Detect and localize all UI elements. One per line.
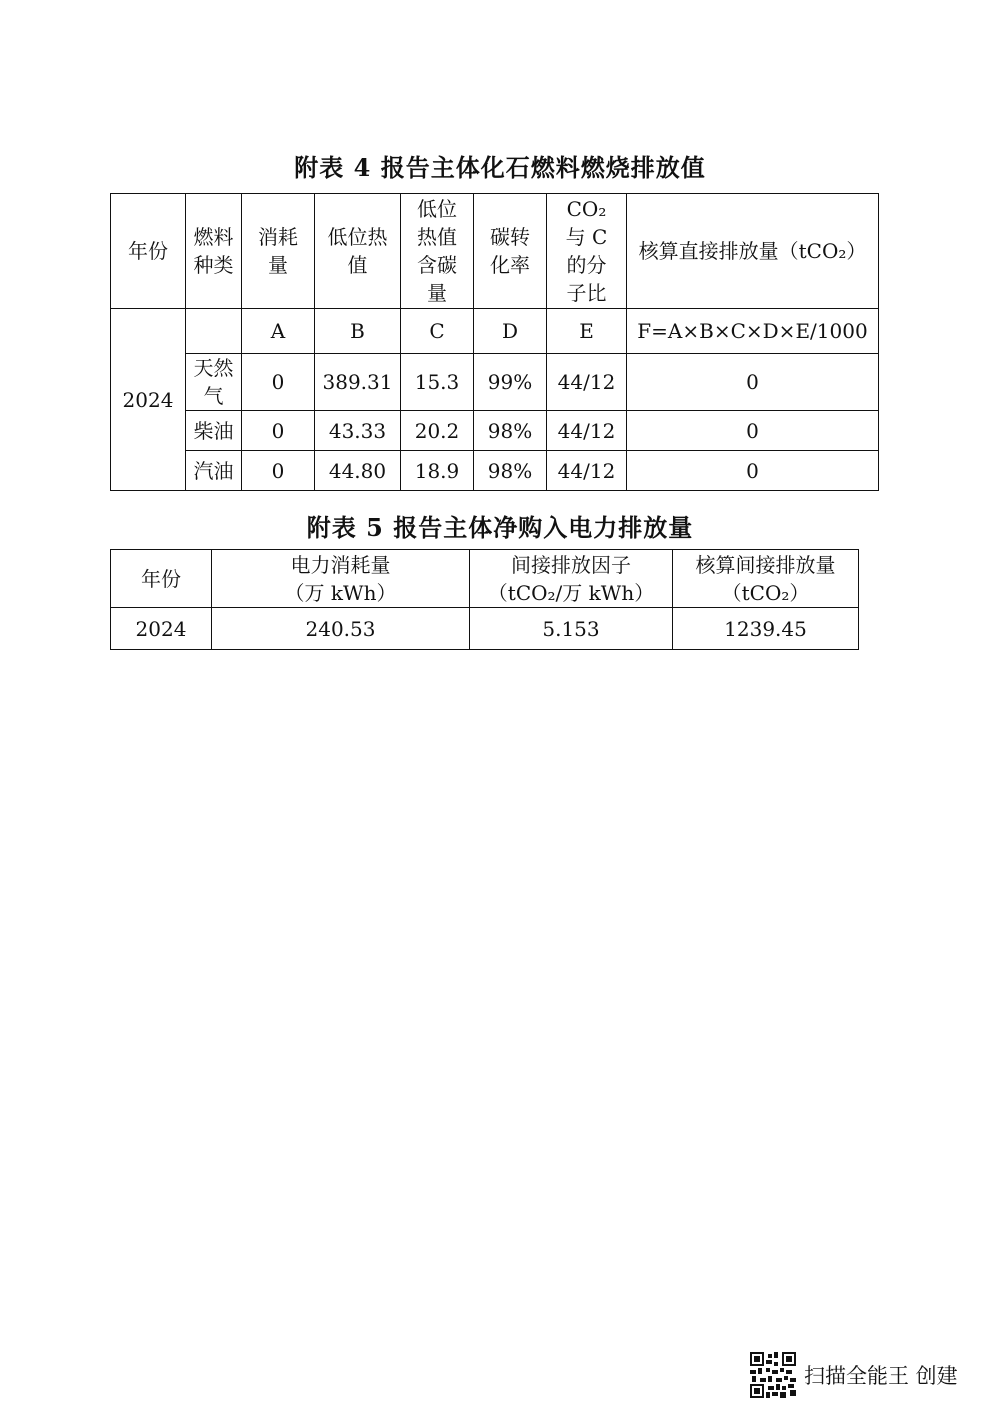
table4-header-cell: 碳转 化率 bbox=[474, 194, 547, 309]
table4-header-row bbox=[111, 194, 879, 309]
table5-title: 附表 5 报告主体净购入电力排放量 bbox=[306, 513, 694, 542]
table4-letter-cell: E bbox=[547, 309, 627, 354]
year-cell: 2024 bbox=[111, 608, 212, 650]
table4-header-cell: CO₂ 与 C 的分 子比 bbox=[547, 194, 627, 309]
table4-header-cell: 低位热 值 bbox=[315, 194, 401, 309]
consumption-cell: 0 bbox=[242, 451, 315, 491]
table4-letter-cell: B bbox=[315, 309, 401, 354]
table4-header-cell: 燃料 种类 bbox=[186, 194, 242, 309]
table4-formula-row bbox=[111, 309, 879, 354]
scanner-watermark bbox=[750, 1352, 958, 1398]
table4-letter-cell: A bbox=[242, 309, 315, 354]
watermark-text: 扫描全能王 创建 bbox=[804, 1364, 958, 1388]
table4-year-cell: 2024 bbox=[111, 309, 186, 491]
oxidation-rate-cell: 98% bbox=[474, 451, 547, 491]
direct-emission-cell: 0 bbox=[627, 451, 879, 491]
calorific-value-cell: 389.31 bbox=[315, 354, 401, 411]
consumption-cell: 0 bbox=[242, 411, 315, 451]
table4-formula-cell: F=A×B×C×D×E/1000 bbox=[627, 309, 879, 354]
molecular-ratio-cell: 44/12 bbox=[547, 354, 627, 411]
table4-header-cell: 低位 热值 含碳 量 bbox=[401, 194, 474, 309]
calorific-value-cell: 44.80 bbox=[315, 451, 401, 491]
table5-header-row bbox=[111, 550, 859, 608]
fuel-type-cell: 汽油 bbox=[186, 451, 242, 491]
calorific-value-cell: 43.33 bbox=[315, 411, 401, 451]
purchased-electricity-emissions-table bbox=[110, 549, 859, 650]
table-row bbox=[111, 411, 879, 451]
table5-header-cell: 电力消耗量 （万 kWh） bbox=[212, 550, 470, 608]
electricity-consumption-cell: 240.53 bbox=[212, 608, 470, 650]
table-row bbox=[111, 451, 879, 491]
consumption-cell: 0 bbox=[242, 354, 315, 411]
table4-header-cell: 消耗 量 bbox=[242, 194, 315, 309]
table4-header-cell: 核算直接排放量（tCO₂） bbox=[627, 194, 879, 309]
table-row bbox=[111, 608, 859, 650]
table4-letter-cell: C bbox=[401, 309, 474, 354]
carbon-content-cell: 15.3 bbox=[401, 354, 474, 411]
table4-letter-cell: D bbox=[474, 309, 547, 354]
molecular-ratio-cell: 44/12 bbox=[547, 411, 627, 451]
table4-letter-cell bbox=[186, 309, 242, 354]
fuel-type-cell: 柴油 bbox=[186, 411, 242, 451]
carbon-content-cell: 20.2 bbox=[401, 411, 474, 451]
carbon-content-cell: 18.9 bbox=[401, 451, 474, 491]
direct-emission-cell: 0 bbox=[627, 354, 879, 411]
qr-code-icon bbox=[750, 1352, 796, 1398]
table-row bbox=[111, 354, 879, 411]
table5-header-cell: 核算间接排放量 （tCO₂） bbox=[673, 550, 859, 608]
indirect-emission-cell: 1239.45 bbox=[673, 608, 859, 650]
oxidation-rate-cell: 99% bbox=[474, 354, 547, 411]
molecular-ratio-cell: 44/12 bbox=[547, 451, 627, 491]
oxidation-rate-cell: 98% bbox=[474, 411, 547, 451]
direct-emission-cell: 0 bbox=[627, 411, 879, 451]
table5-header-cell: 年份 bbox=[111, 550, 212, 608]
fossil-fuel-emissions-table bbox=[110, 193, 879, 491]
table4-header-cell: 年份 bbox=[111, 194, 186, 309]
table4-title: 附表 4 报告主体化石燃料燃烧排放值 bbox=[294, 153, 706, 182]
emission-factor-cell: 5.153 bbox=[470, 608, 673, 650]
table5-header-cell: 间接排放因子 （tCO₂/万 kWh） bbox=[470, 550, 673, 608]
fuel-type-cell: 天然 气 bbox=[186, 354, 242, 411]
